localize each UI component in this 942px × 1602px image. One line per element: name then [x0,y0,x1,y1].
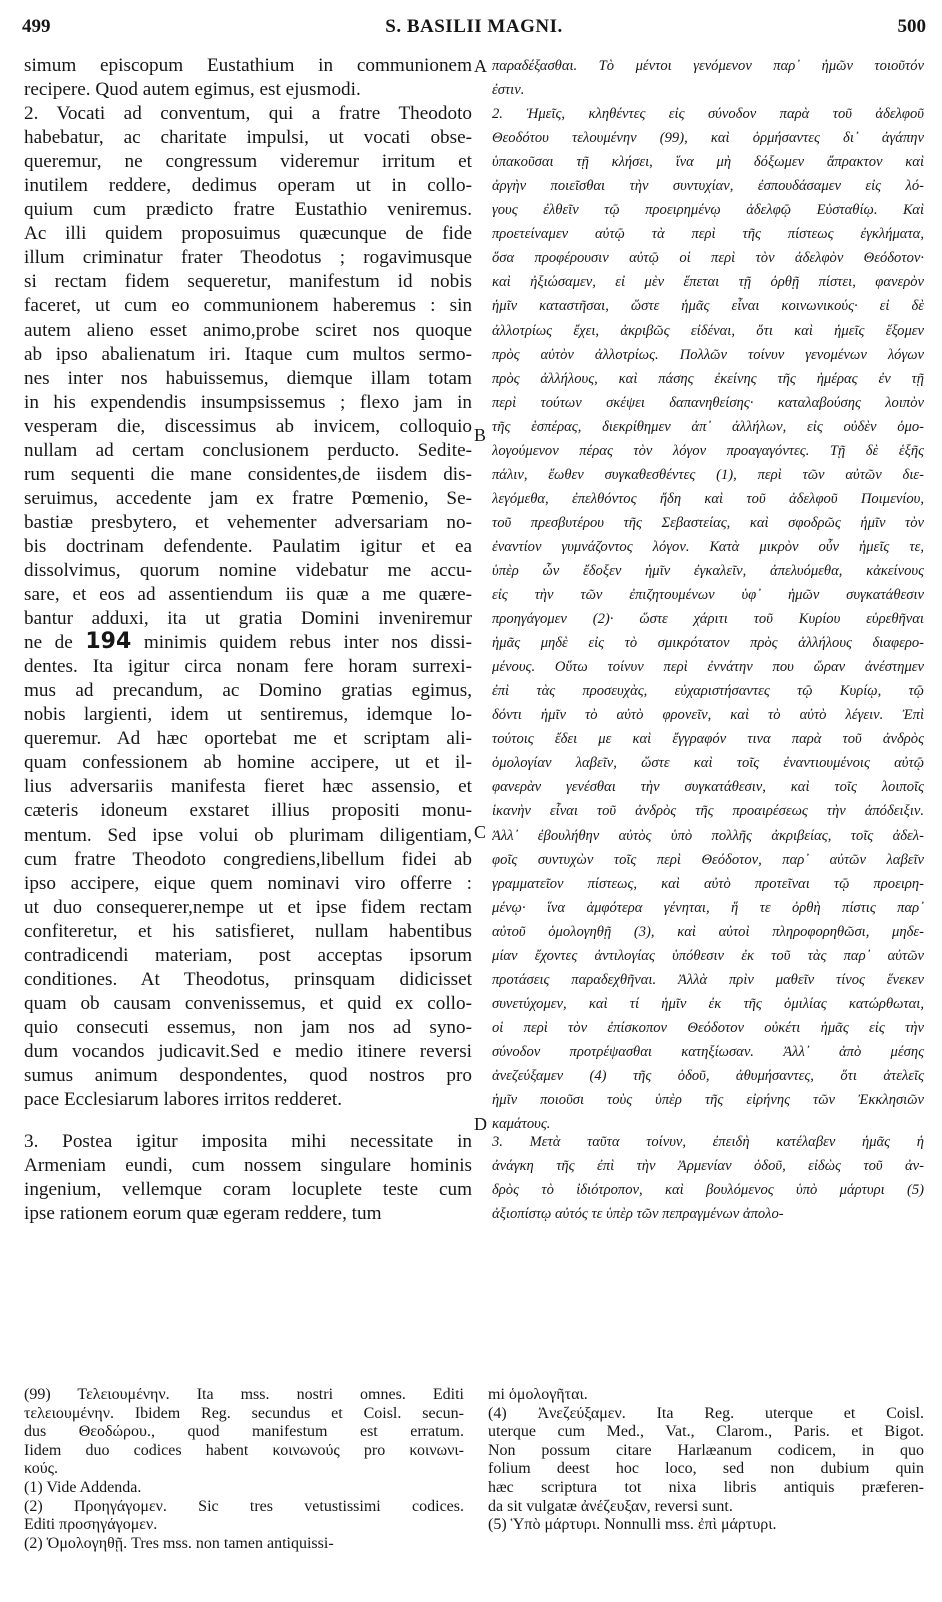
greek-text-line: ὑπακοῦσαι τῇ κλήσει, ἵνα μὴ δόξωμεν ἄπρακτον καὶ [492,154,924,171]
footnote-line: mi ὁμολογῆται. [488,1386,588,1403]
greek-text-line: 2. Ἡμεῖς, κληθέντες εἰς σύνοδον παρὰ τοῦ ἀδελφοῦ [492,106,924,123]
greek-column-section-3 [492,1130,924,1226]
greek-text-line: μίαν ἔχοντες ἀντιλογίας ὑπόθεσιν ἐκ τοῦ τὰς παρ᾽ αὐτῶν [492,947,924,964]
latin-text-line: cum fratre Theodoto congrediens,libellum fidei ab [24,848,472,870]
footnote-line: (5) Ὑπὸ μάρτυρι. Nonnulli mss. ἐπὶ μάρτυρι. [488,1516,777,1534]
latin-text-line: bis doctrinam defendente. Paulatim igitur et ea [24,535,472,557]
greek-text-line: ὑπὲρ ὧν ἔδοξεν ἡμῖν ἐγκαλεῖν, ἀπελυόμεθα, κἀκείνους [492,562,924,579]
greek-text-line: μένῳ· ἵνα ἀμφότερα γένηται, ἥ τε ὀρθὴ πίστις παρ᾽ [492,899,924,916]
greek-text-line: περὶ τούτων σκέψει δαπανηθείσης· καταλαβούσης λοιπὸν [492,394,924,411]
footnotes-left [24,1386,464,1553]
greek-text-line: Θεοδότου τελουμένην (99), καὶ ὁρμήσαντες δι᾽ ἀγάπην [492,130,924,147]
greek-text-line: ἀργὴν ποιεῖσθαι τὴν συντυχίαν, ἐσπουδάσαμεν εἰς λό- [492,178,924,195]
greek-text-line: φοῖς συντυχὼν τοῖς περὶ Θεόδοτον, παρ᾽ αὐτῶν λαβεῖν [492,851,924,868]
footnote-line: Non possum citare Harlæanum codicem, in quo [488,1441,924,1459]
latin-text-line: faceret, ut cum eo communionem haberemus : sin [24,295,472,317]
greek-text-line: ἡμᾶς μηδὲ εἰς τὸ σμικρότατον πρὸς ἀλλήλους διαφερο- [492,635,924,652]
latin-text-line: rum sequenti die mane considentes,de iisdem dis- [24,463,472,485]
latin-text-line: simum episcopum Eustathium in communionem [24,55,472,76]
footnote-line: uterque cum Med., Vat., Clarom., Paris. et Bigot. [488,1423,924,1441]
latin-text-line: contradicendi materiam, post acceptas ipsorum [24,944,472,966]
running-header [22,16,926,42]
greek-text-line: σύνοδον προτρέψασθαι κατηξίωσαν. Ἀλλ᾽ ἀπὸ μέσης [492,1043,924,1060]
greek-text-line: λογούμενον πέρας τὸν λόγον προαγαγόντες. Τῇ δὲ ἑξῆς [492,442,924,459]
greek-text-line: εἰς τὴν τῶν ἐπιζητουμένων ὑφ᾽ ἡμῶν συγκατάθεσιν [492,587,924,604]
footnote-line: (4) Ἀνεζεύξαμεν. Ita Reg. uterque et Coisl. [488,1404,924,1422]
latin-line-rest: minimis quidem rebus inter nos dissi- [143,632,472,654]
greek-text-line: συνετύχομεν, καὶ τί ἡμῖν ἐκ τῆς ὁμιλίας κατώρθωται, [492,995,924,1012]
latin-text-line: autem alieno esset animo,probe sciret nos quoque [24,319,472,341]
latin-text-line: bastiæ presbytero, et vehementer adversariam no- [24,511,472,533]
latin-text-line: 3. Postea igitur imposita mihi necessitate in [24,1131,472,1152]
greek-text-line: ἡμῖν ποιοῦσι τοὺς ὑπὲρ τῆς εἰρήνης τῶν Ἐκκλησιῶν [492,1092,924,1109]
footnote-line: da sit vulgatæ ἀνέζευξαν, reversi sunt. [488,1497,733,1515]
greek-text-line: αὐτοῦ ὁμολογηθῇ (3), καὶ αὐτοὶ πληροφορηθῶσι, μηδε- [492,923,924,940]
greek-text-line: δόντι ἡμῖν τὸ αὐτὸ φρονεῖν, καὶ τὸ αὐτὸ λέγειν. Ἐπὶ [492,707,924,724]
greek-text-line: τοῦ πρεσβυτέρου τῆς Σεβαστείας, καὶ σφοδρῶς ἡμῖν τὸν [492,514,924,531]
greek-text-line: λεγόμεθα, ἐπελθόντος ἤδη καὶ τοῦ ἀδελφοῦ Ποιμενίου, [492,490,924,507]
margin-marker-d: D [474,1114,487,1134]
latin-text-line: nes inter nos habuissemus, diemque illam totam [24,367,472,389]
footnote-line: Editi προσηγάγομεν. [24,1516,158,1534]
greek-text-line: ἀλλοτρίως ἔχει, ἀκριβῶς εἰδέναι, ὅτι καὶ ἡμεῖς ἕξομεν [492,322,924,339]
latin-column-section-3 [24,1130,472,1226]
footnote-line: hæc scriptura tot nixa libris antiquis præferen- [488,1478,924,1496]
latin-text-line: 2. Vocati ad conventum, qui a fratre Theodoto [24,103,472,125]
greek-text-line: ἐστιν. [492,82,525,99]
greek-text-line: δρὸς τὸ ἰδιότροπον, καὶ βουλόμενος ὑπὸ μάρτυρι (5) [492,1182,924,1199]
greek-text-line: πρὸς αὐτὸν ἀλλοτρίως. Πολλῶν τοίνυν γενομένων λόγων [492,346,924,363]
latin-text-line: pace Ecclesiarum labores irritos redderet. [24,1089,343,1111]
greek-text-line: Ἀλλ᾽ ἐβουλήθην αὐτὸς ὑπὸ πολλῆς ἀκριβείας, τοῖς ἀδελ- [492,827,924,844]
greek-text-line: ἐπὶ τὰς προσευχὰς, εὐχαριστήσαντες τῷ Κυρίῳ, τῷ [492,683,924,700]
latin-text-line: sumus animum despondentes, quod nostros pro [24,1064,472,1086]
greek-text-line: πρὸς ἀλλήλους, καὶ πάσης ἐκείνης τῆς ἡμέρας ἐν τῇ [492,370,924,387]
greek-text-line: καὶ ἠξιώσαμεν, εἰ μὲν ἕπεται τῇ ὀρθῇ πίστει, φανερὸν [492,274,924,291]
latin-text-line: bantur adduxi, ita ut gratia Domini inveniremur [24,608,472,630]
footnote-line: τελειουμένην. Ibidem Reg. secundus et Coisl. secun- [24,1404,464,1422]
footnote-line: (2) Ὁμολογηθῇ. Tres mss. non tamen antiquissi- [24,1534,334,1552]
latin-text-line: queremur. Ad hæc oportebat me et scriptam ali- [24,728,472,750]
margin-marker-b: B [474,425,487,445]
latin-text-line: queremur, ne congressum videremur irritum et [24,151,472,173]
latin-text-line: ab ipso abalienatum iri. Itaque cum multos sermo- [24,343,472,365]
greek-text-line: ἡμῖν καταστῆσαι, ὥστε ἡμᾶς εἶναι κοινωνικούς· εἰ δὲ [492,298,924,315]
page-number-left: 499 [22,16,51,37]
greek-text-line: προηγάγομεν (2)· ὥστε χάριτι τοῦ Κυρίου εὑρεθῆναι [492,611,924,628]
greek-text-line: τῆς ἑσπέρας, διεκρίθημεν ἀπ᾽ ἀλλήλων, εἰς οὐδὲν ὁμο- [492,418,924,435]
latin-text-line: Ac illi quidem proposuimus quæcunque de fide [24,223,472,245]
latin-text-line: cæteris idoneum exstaret illius propositi monu- [24,800,472,822]
greek-text-line: 3. Μετὰ ταῦτα τοίνυν, ἐπειδὴ κατέλαβεν ἡμᾶς ἡ [492,1134,924,1150]
latin-text-line: dissolvimus, quorum nomine videbatur me accu- [24,559,472,581]
greek-text-line: ὅσα προφέρουσιν αὐτῷ οἱ περὶ τὸν ἀδελφὸν Θεόδοτον· [492,250,924,267]
footnotes-right [488,1386,924,1535]
latin-text-line: quio consecuti essemus, non jam nos ad syno- [24,1016,472,1038]
greek-text-line: μένους. Οὕτω τοίνυν περὶ ἐννάτην που ὥραν ἀνέστημεν [492,659,924,676]
latin-text-line: vesperam die, discessimus ab invicem, colloquio [24,415,472,437]
latin-text-line: si rectam fidem sequeretur, manifestum id nobis [24,271,472,293]
latin-text-line: quam confessionem ab homine accipere, ut et il- [24,752,472,774]
latin-text-line: conditiones. At Theodotus, prinsquam didicisset [24,968,472,990]
footnote-line: (99) Τελειουμένην. Ita mss. nostri omnes. Editi [24,1386,464,1403]
greek-text-line: ὁμολογίαν λαβεῖν, ὥστε καὶ τοῖς ἐναντιουμένοις αὐτῷ [492,755,924,772]
footnote-line: folium deest hoc loco, sed non dubium quin [488,1460,924,1478]
running-title: S. BASILII MAGNI. [385,16,563,37]
latin-line-prefix: ne de [24,632,73,654]
greek-text-line: οἱ περὶ τὸν ἐπίσκοπον Θεόδοτον οὐκέτι ἡμᾶς εἰς τὴν [492,1019,924,1036]
latin-text-line: illum criminatur frater Theodotus ; rogavimusque [24,247,472,269]
greek-text-line: προετείναμεν αὐτῷ τὰ περὶ τῆς πίστεως ἐγκλήματα, [492,226,924,243]
footnote-line: κούς. [24,1460,58,1478]
greek-text-line: προτάσεις παραδεχθῆναι. Ἀλλὰ πρὶν μαθεῖν τίνος ἕνεκεν [492,971,924,988]
latin-text-line: recipere. Quod autem egimus, est ejusmodi. [24,79,361,101]
latin-text-line: Armeniam eundi, cum nossem singulare hominis [24,1155,472,1177]
greek-text-line: ἀνάγκη τῆς ἐπὶ τὴν Ἀρμενίαν ὁδοῦ, εἰδὼς τοῦ ἀν- [492,1158,924,1175]
footnote-line: (2) Προηγάγομεν. Sic tres vetustissimi codices. [24,1497,464,1515]
margin-marker-c: C [474,822,487,842]
latin-text-line: ut duo consequerer,nempe ut et ipse fidem rectam [24,896,472,918]
greek-text-line: τούτοις ἔδει με καὶ ἔγγραφόν τινα παρὰ τοῦ ἀνδρὸς [492,731,924,748]
greek-text-line: καμάτους. [492,1116,551,1133]
latin-text-line: nullam ad certam conclusionem perducto. Sedite- [24,439,472,461]
page-number-right: 500 [897,16,926,37]
greek-text-line: ἀξιοπίστῳ αὐτός τε ὑπὲρ τῶν πεπραγμένων ἀπολο- [492,1206,784,1223]
greek-text-line: ἐναντίον γυμνάζοντος λόγον. Κατὰ μικρὸν οὖν ἡμεῖς τε, [492,538,924,555]
greek-column [492,54,924,1136]
footnote-line: (1) Vide Addenda. [24,1478,142,1496]
latin-text-line: in his expendendis insumpsissemus ; flexo jam in [24,391,472,413]
latin-text-line: ingenium, vellemque coram locuplete teste cum [24,1179,472,1201]
greek-text-line: γραμματεῖον πίστεως, καὶ αὐτὸ προτεῖναι τῷ προειρη- [492,875,924,892]
greek-text-line: ἱκανὴν εἶναι τοῦ ἀνδρὸς τῆς προαιρέσεως τὴν ἀπόδειξιν. [492,803,924,820]
column-number-marker: 194 [85,631,132,655]
greek-text-line: φανερὰν γενέσθαι τὴν συγκατάθεσιν, καὶ τοῖς λοιποῖς [492,779,924,796]
latin-text-line: quium cum prædicto fratre Eustathio veniremus. [24,199,472,221]
latin-text-line: ipso accipere, eique quem nominavi viro offerre : [24,872,472,894]
footnote-line: dus Θεοδώρου., quod manifestum est erratum. [24,1423,464,1441]
latin-text-line: mus ad precandum, ac Domino gratias egimus, [24,680,472,702]
latin-text-line: sare, et eos ad assentiendum iis quæ a me quære- [24,584,472,606]
latin-text-line: mentum. Sed ipse volui ob plurimam diligentiam, [24,824,472,846]
latin-text-line: inutilem reddere, dedimus operam ut in collo- [24,175,472,197]
latin-text-line-with-marker [24,631,472,655]
footnote-line: Iidem duo codices habent κοινωνούς pro κοινωνι- [24,1441,464,1459]
latin-text-line: confiteretur, et his satisfieret, nullam habentibus [24,920,472,942]
latin-text-line: seruimus, accedente jam ex fratre Pœmenio, Se- [24,487,472,509]
latin-text-line: dum vocandos judicavit.Sed e medio itinere reversi [24,1040,472,1062]
latin-text-line: nobis largienti, idem ut sentiremus, idemque lo- [24,704,472,726]
latin-text-line: lius adversariis manifesta fieret hæc assensio, et [24,776,472,798]
greek-text-line: ἀνεζεύξαμεν (4) τῆς ὁδοῦ, ἀθυμήσαντες, ὅτι ἀτελεῖς [492,1067,924,1084]
latin-text-line: habebatur, ac charitate impulsi, ut vocati obse- [24,127,472,149]
latin-text-line: ipse rationem eorum quæ egeram reddere, tum [24,1203,382,1225]
latin-text-line: dentes. Ita igitur circa nonam fere horam surrexi- [24,656,472,678]
greek-text-line: παραδέξασθαι. Τὸ μέντοι γενόμενον παρ᾽ ἡμῶν τοιοῦτόν [492,58,924,74]
latin-text-line: quam ob causam convenissemus, et quid ex collo- [24,992,472,1014]
margin-marker-a: A [474,56,487,76]
greek-text-line: πάλιν, ἕωθεν συγκαθεσθέντες (1), περὶ τῶν αὐτῶν διε- [492,466,924,483]
greek-text-line: γους ἐλθεῖν τῷ προειρημένῳ ἀδελφῷ Εὐσταθίῳ. Καὶ [492,202,924,219]
latin-column [24,54,472,1112]
